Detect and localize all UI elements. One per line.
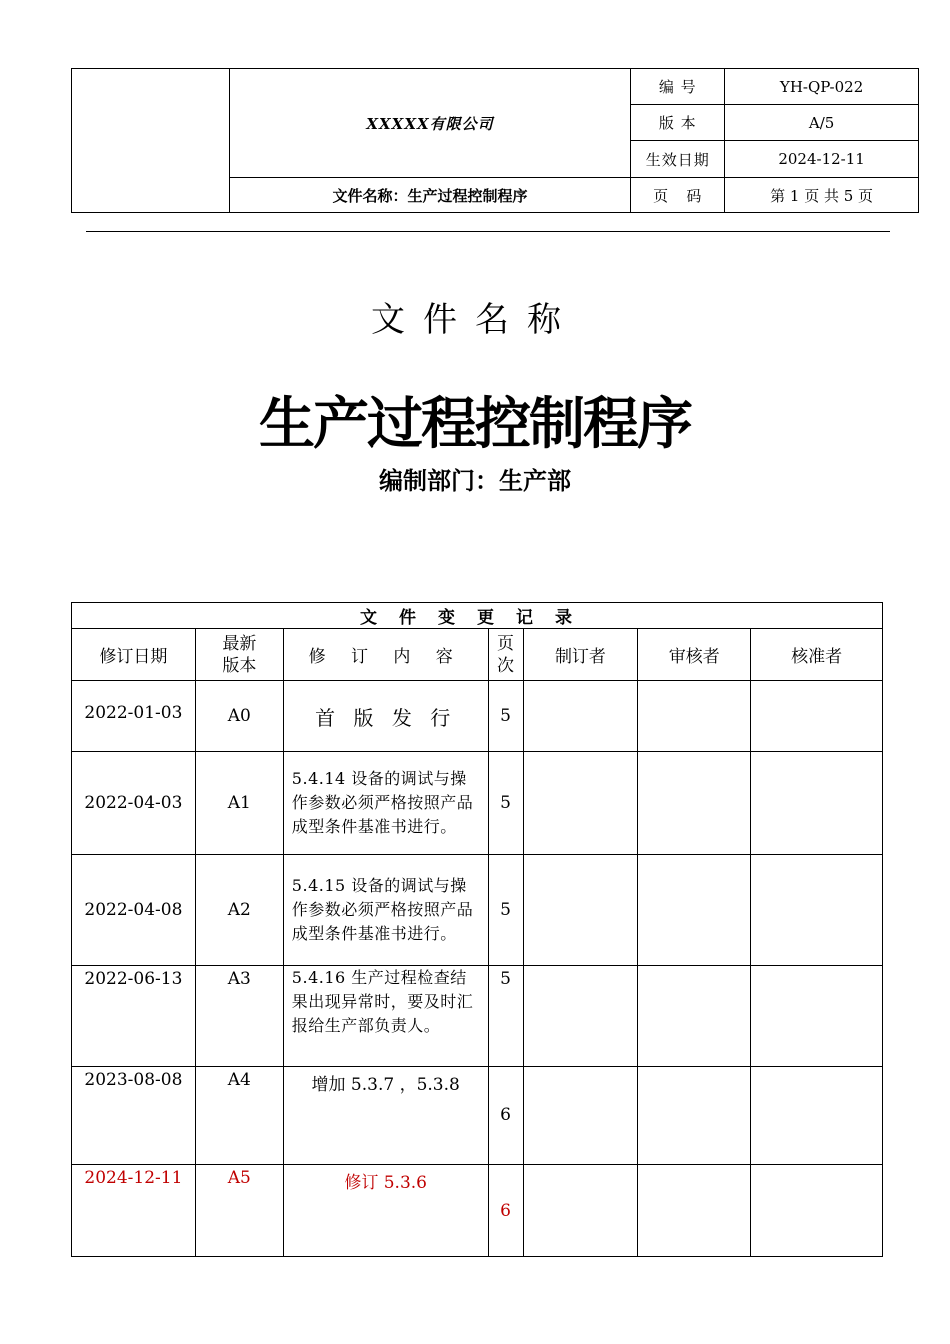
row-version: A1: [195, 752, 283, 855]
row-approver: [751, 855, 883, 966]
row-reviewer: [638, 1067, 751, 1165]
table-row-highlighted: [72, 1165, 883, 1257]
row-date: 2022-04-03: [72, 752, 196, 855]
row-reviewer: [638, 855, 751, 966]
row-approver: [751, 1067, 883, 1165]
row-content: 增加 5.3.7 ，5.3.8: [283, 1067, 488, 1165]
col-header-reviewer: 审核者: [638, 629, 751, 681]
row-author: [523, 1165, 638, 1257]
document-header-table: [71, 68, 919, 213]
field-label-page: 页 码: [631, 178, 725, 213]
row-author: [523, 1067, 638, 1165]
row-author: [523, 752, 638, 855]
row-version: A5: [195, 1165, 283, 1257]
row-author: [523, 966, 638, 1067]
row-content: 首 版 发 行: [283, 681, 488, 752]
col-header-version: 最新版本: [195, 629, 283, 681]
row-page: 6: [488, 1067, 523, 1165]
doc-name: 文件名称：生产过程控制程序: [229, 178, 631, 213]
row-approver: [751, 1165, 883, 1257]
field-label-number: 编 号: [631, 69, 725, 105]
col-header-content: 修 订 内 容: [283, 629, 488, 681]
field-label-effective-date: 生效日期: [631, 141, 725, 178]
row-version: A0: [195, 681, 283, 752]
revision-table: [71, 602, 883, 1257]
row-date: 2023-08-08: [72, 1067, 196, 1165]
field-value-page: 第 1 页 共 5 页: [725, 178, 919, 213]
cover-title: 生产过程控制程序: [259, 392, 691, 457]
row-author: [523, 855, 638, 966]
row-date: 2022-01-03: [72, 681, 196, 752]
col-header-approver: 核准者: [751, 629, 883, 681]
row-page: 5: [488, 681, 523, 752]
col-header-date: 修订日期: [72, 629, 196, 681]
cover-department: 编制部门：生产部: [379, 467, 571, 495]
field-value-effective-date: 2024-12-11: [725, 141, 919, 178]
table-row: [72, 855, 883, 966]
table-row: [72, 681, 883, 752]
row-date: 2022-06-13: [72, 966, 196, 1067]
col-header-page: 页次: [488, 629, 523, 681]
row-page: 5: [488, 752, 523, 855]
field-value-number: YH-QP-022: [725, 69, 919, 105]
row-approver: [751, 966, 883, 1067]
row-content: 5.4.14 设备的调试与操作参数必须严格按照产品成型条件基准书进行。: [283, 752, 488, 855]
row-content: 5.4.15 设备的调试与操作参数必须严格按照产品成型条件基准书进行。: [283, 855, 488, 966]
logo-cell: [72, 69, 230, 213]
table-row: [72, 1067, 883, 1165]
cover-label: 文件名称: [371, 300, 579, 340]
row-reviewer: [638, 1165, 751, 1257]
col-header-author: 制订者: [523, 629, 638, 681]
row-approver: [751, 681, 883, 752]
row-content: 5.4.16 生产过程检查结果出现异常时，要及时汇报给生产部负责人。: [283, 966, 488, 1067]
row-content: 修订 5.3.6: [283, 1165, 488, 1257]
table-row: [72, 752, 883, 855]
header-divider: [86, 231, 890, 232]
row-page: 5: [488, 966, 523, 1067]
row-author: [523, 681, 638, 752]
table-row: [72, 966, 883, 1067]
row-version: A2: [195, 855, 283, 966]
row-page: 6: [488, 1165, 523, 1257]
company-name: XXXXX有限公司: [229, 69, 631, 178]
row-version: A3: [195, 966, 283, 1067]
row-date: 2022-04-08: [72, 855, 196, 966]
field-value-version: A/5: [725, 105, 919, 141]
revision-table-title: 文件变更记录: [72, 603, 883, 629]
row-page: 5: [488, 855, 523, 966]
row-date: 2024-12-11: [72, 1165, 196, 1257]
row-reviewer: [638, 681, 751, 752]
field-label-version: 版 本: [631, 105, 725, 141]
row-version: A4: [195, 1067, 283, 1165]
row-reviewer: [638, 752, 751, 855]
row-approver: [751, 752, 883, 855]
row-reviewer: [638, 966, 751, 1067]
